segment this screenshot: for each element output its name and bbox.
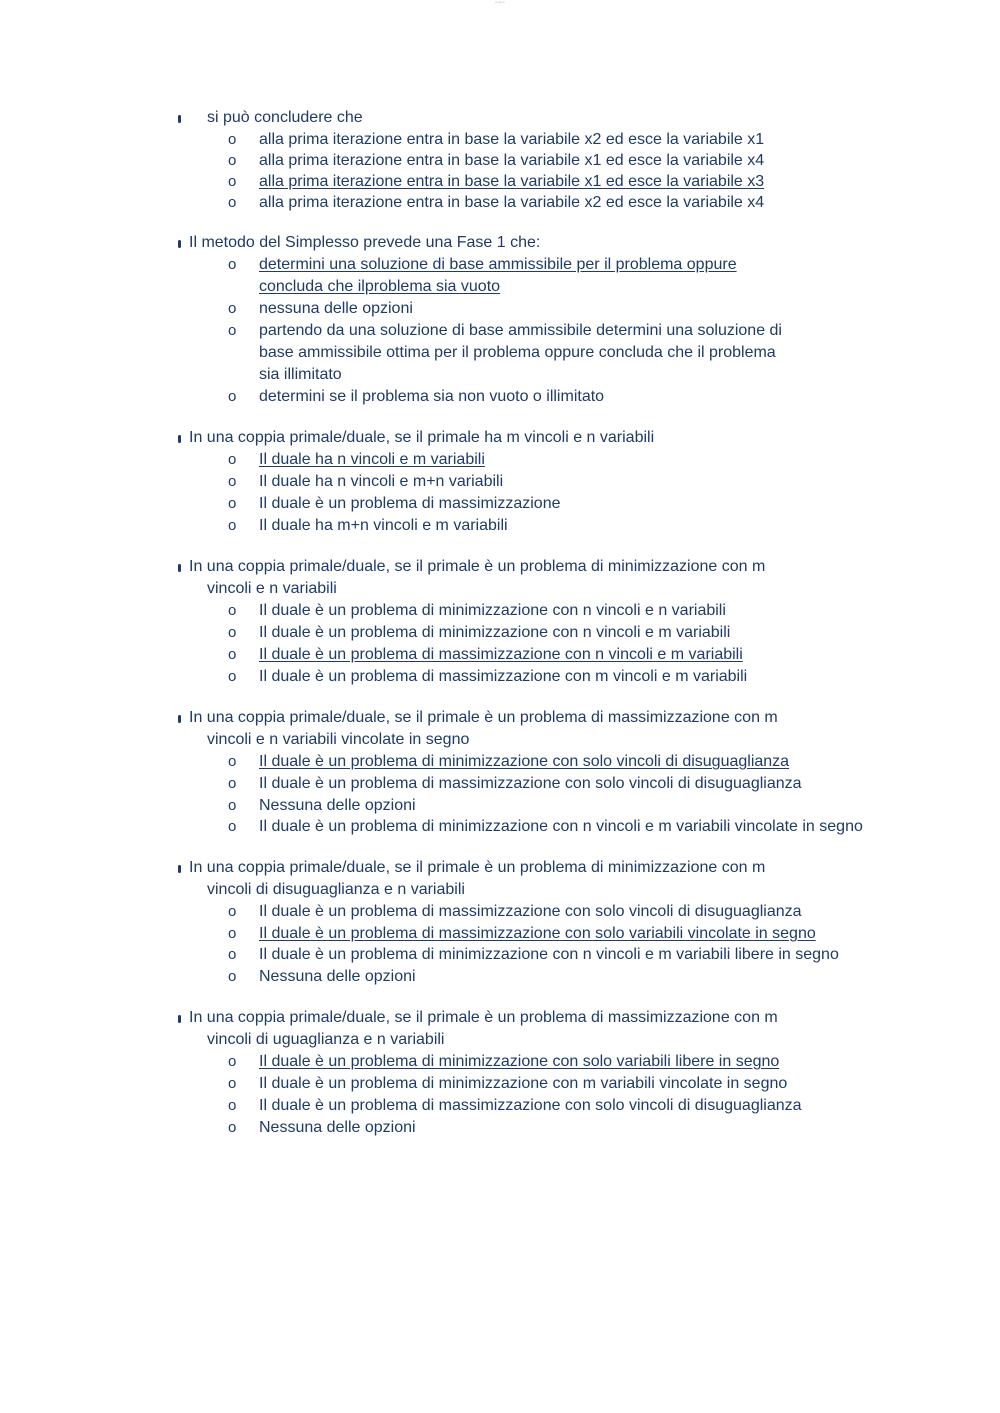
option-list xyxy=(176,129,876,213)
option-list xyxy=(176,449,876,537)
circle-bullet-icon: o xyxy=(228,495,237,512)
option-item xyxy=(176,817,863,838)
option-text: Il duale è un problema di massimizzazione con solo vincoli di disuguaglianza xyxy=(259,903,802,920)
question-4 xyxy=(176,556,876,688)
question-7 xyxy=(176,1007,876,1139)
option-text: Il duale è un problema di minimizzazione con m variabili vincolate in segno xyxy=(259,1075,788,1092)
bullet-icon xyxy=(178,715,181,723)
question-text xyxy=(176,232,876,254)
option-item-correct xyxy=(176,1051,859,1073)
circle-bullet-icon: o xyxy=(228,1075,237,1092)
option-item-correct xyxy=(176,923,879,945)
question-text xyxy=(176,107,876,129)
circle-bullet-icon: o xyxy=(228,131,237,148)
option-item xyxy=(176,666,859,688)
bullet-icon xyxy=(178,240,181,248)
bullet-icon xyxy=(178,865,181,873)
option-text: Il duale ha m+n vincoli e m variabili xyxy=(259,517,508,534)
option-list xyxy=(176,751,876,838)
option-item xyxy=(176,1117,859,1139)
option-item-correct xyxy=(176,751,859,773)
circle-bullet-icon: o xyxy=(228,646,237,663)
circle-bullet-icon: o xyxy=(228,602,237,619)
option-text: alla prima iterazione entra in base la variabile x1 ed esce la variabile x3 xyxy=(259,173,765,190)
option-text: nessuna delle opzioni xyxy=(259,300,413,317)
option-list xyxy=(176,600,876,688)
question-6 xyxy=(176,857,876,988)
option-item-correct xyxy=(176,171,859,192)
option-text: Il duale è un problema di massimizzazione con n vincoli e m variabili xyxy=(259,646,743,663)
option-text: alla prima iterazione entra in base la variabile x2 ed esce la variabile x4 xyxy=(259,194,765,211)
option-text: Il duale è un problema di minimizzazione con solo vincoli di disuguaglianza xyxy=(259,753,790,770)
option-item xyxy=(176,150,859,171)
option-text: partendo da una soluzione di base ammissibile determini una soluzione di base ammissibile ottima per il problema oppure concluda che il problema sia illimitato xyxy=(259,322,782,383)
option-item xyxy=(176,192,859,213)
circle-bullet-icon: o xyxy=(228,152,237,169)
option-item xyxy=(176,1073,859,1095)
question-text-line: In una coppia primale/duale, se il primale è un problema di minimizzazione con m xyxy=(189,558,766,575)
option-text: Il duale è un problema di minimizzazione con n vincoli e m variabili vincolate in segno xyxy=(259,818,863,835)
question-3 xyxy=(176,427,876,537)
option-text: alla prima iterazione entra in base la variabile x2 ed esce la variabile x1 xyxy=(259,131,765,148)
option-text: Il duale è un problema di minimizzazione con n vincoli e m variabili libere in segno xyxy=(259,946,839,963)
question-text xyxy=(176,556,876,578)
question-2 xyxy=(176,232,876,408)
option-text: Il duale ha n vincoli e m+n variabili xyxy=(259,473,504,490)
circle-bullet-icon: o xyxy=(228,451,237,468)
option-item-correct xyxy=(176,644,859,666)
option-list xyxy=(176,254,876,408)
option-item-correct xyxy=(176,254,779,298)
option-text: Il duale è un problema di massimizzazione con solo vincoli di disuguaglianza xyxy=(259,1097,802,1114)
option-text: Il duale è un problema di minimizzazione con n vincoli e n variabili xyxy=(259,602,726,619)
option-item xyxy=(176,386,859,408)
option-item-correct xyxy=(176,449,859,471)
option-item xyxy=(176,129,859,150)
circle-bullet-icon: o xyxy=(228,668,237,685)
circle-bullet-icon: o xyxy=(228,753,237,770)
option-text: determini una soluzione di base ammissibile per il problema oppure concluda che ilproblema sia vuoto xyxy=(259,256,737,295)
bullet-icon xyxy=(178,435,181,443)
option-item xyxy=(176,493,859,515)
circle-bullet-icon: o xyxy=(228,775,237,792)
option-item xyxy=(176,945,863,966)
option-text: Nessuna delle opzioni xyxy=(259,1119,416,1136)
question-text-line: si può concludere che xyxy=(207,109,363,126)
option-item xyxy=(176,901,859,923)
option-item xyxy=(176,298,859,320)
circle-bullet-icon: o xyxy=(228,1053,237,1070)
circle-bullet-icon: o xyxy=(228,517,237,534)
bullet-icon xyxy=(178,115,181,123)
circle-bullet-icon: o xyxy=(228,322,237,339)
option-item xyxy=(176,966,859,988)
option-item xyxy=(176,515,859,537)
option-text: Il duale è un problema di massimizzazione xyxy=(259,495,561,512)
question-text-line: In una coppia primale/duale, se il primale è un problema di massimizzazione con m xyxy=(189,1009,778,1026)
bullet-icon xyxy=(178,1015,181,1023)
question-text-line: In una coppia primale/duale, se il primale ha m vincoli e n variabili xyxy=(189,429,655,446)
option-text: Nessuna delle opzioni xyxy=(259,797,416,814)
option-text: alla prima iterazione entra in base la variabile x1 ed esce la variabile x4 xyxy=(259,152,765,169)
circle-bullet-icon: o xyxy=(228,925,237,942)
question-text-continuation: vincoli di disuguaglianza e n variabili xyxy=(207,881,465,898)
circle-bullet-icon: o xyxy=(228,194,237,211)
option-item xyxy=(176,600,859,622)
option-text: Il duale è un problema di minimizzazione con n vincoli e m variabili xyxy=(259,624,731,641)
question-5 xyxy=(176,707,876,838)
circle-bullet-icon: o xyxy=(228,946,237,963)
option-text: determini se il problema sia non vuoto o illimitato xyxy=(259,388,605,405)
circle-bullet-icon: o xyxy=(228,624,237,641)
question-text xyxy=(176,857,876,879)
circle-bullet-icon: o xyxy=(228,1119,237,1136)
option-item xyxy=(176,471,859,493)
option-text: Il duale è un problema di massimizzazione con m vincoli e m variabili xyxy=(259,668,748,685)
page-header-mark: pagina xyxy=(495,0,505,4)
option-item xyxy=(176,1095,859,1117)
option-text: Il duale è un problema di massimizzazione con solo variabili vincolate in segno xyxy=(259,925,816,942)
option-list xyxy=(176,1051,876,1139)
question-text-continuation: vincoli e n variabili vincolate in segno xyxy=(207,731,470,748)
circle-bullet-icon: o xyxy=(228,818,237,835)
option-item xyxy=(176,320,799,386)
question-text-line: In una coppia primale/duale, se il primale è un problema di minimizzazione con m xyxy=(189,859,766,876)
circle-bullet-icon: o xyxy=(228,1097,237,1114)
circle-bullet-icon: o xyxy=(228,473,237,490)
question-1 xyxy=(176,107,876,213)
circle-bullet-icon: o xyxy=(228,256,237,273)
option-text: Il duale ha n vincoli e m variabili xyxy=(259,451,485,468)
circle-bullet-icon: o xyxy=(228,968,237,985)
question-text xyxy=(176,427,876,449)
circle-bullet-icon: o xyxy=(228,173,237,190)
circle-bullet-icon: o xyxy=(228,797,237,814)
option-item xyxy=(176,795,859,817)
bullet-icon xyxy=(178,564,181,572)
question-text-line: In una coppia primale/duale, se il primale è un problema di massimizzazione con m xyxy=(189,709,778,726)
question-text xyxy=(176,707,876,729)
option-text: Nessuna delle opzioni xyxy=(259,968,416,985)
option-text: Il duale è un problema di minimizzazione con solo variabili libere in segno xyxy=(259,1053,780,1070)
question-list xyxy=(176,107,876,1158)
circle-bullet-icon: o xyxy=(228,300,237,317)
question-text-line: Il metodo del Simplesso prevede una Fase 1 che: xyxy=(189,234,541,251)
question-text xyxy=(176,1007,876,1029)
circle-bullet-icon: o xyxy=(228,903,237,920)
question-text-continuation: vincoli di uguaglianza e n variabili xyxy=(207,1031,445,1048)
question-text-continuation: vincoli e n variabili xyxy=(207,580,337,597)
circle-bullet-icon: o xyxy=(228,388,237,405)
option-list xyxy=(176,901,876,988)
option-text: Il duale è un problema di massimizzazione con solo vincoli di disuguaglianza xyxy=(259,775,802,792)
option-item xyxy=(176,622,859,644)
option-item xyxy=(176,773,859,795)
